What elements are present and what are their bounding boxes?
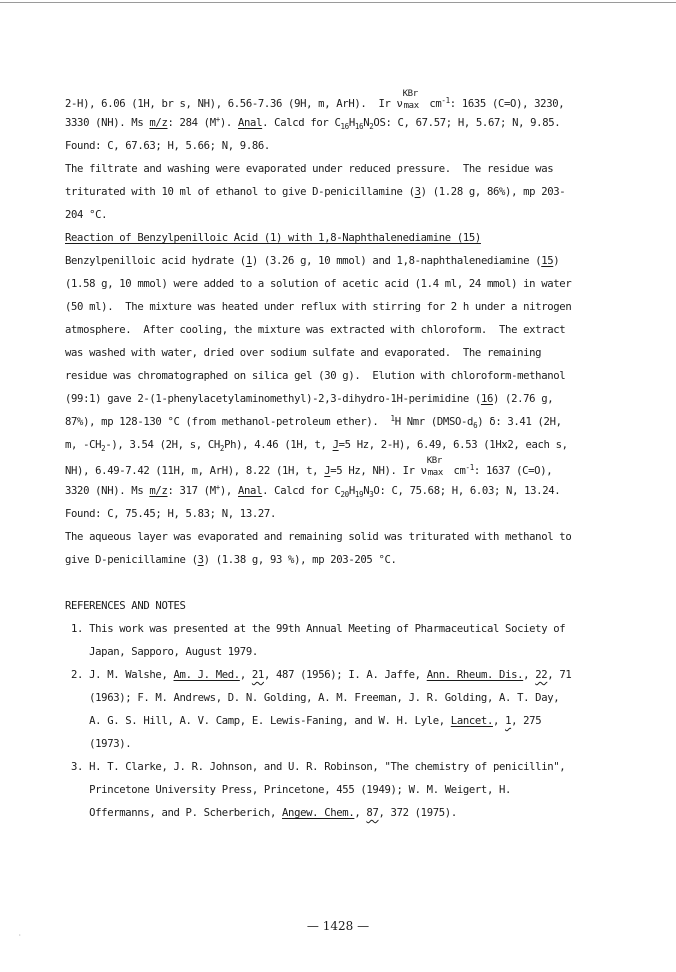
text-fragment: : 1637 (C=O), (473, 465, 553, 477)
text-line: residue was chromatographed on silica gel (30 g). Elution with chloroform-methanol (65, 370, 566, 382)
text-fragment: (99:1) gave 2-(1-phenylacetylaminomethyl)-2,3-dihydro-1H-perimidine ( (65, 393, 481, 405)
volume-number: 21 (251, 669, 264, 681)
journal-name: Angew. Chem. (282, 807, 355, 819)
text-fragment: , 487 (1956); I. A. Jaffe, (263, 669, 427, 681)
text-line (65, 393, 553, 405)
text-fragment: : 1635 (C=O), 3230, (449, 98, 565, 110)
reference-item (65, 715, 541, 727)
subscript: 19 (354, 490, 364, 499)
text-fragment: , (523, 669, 536, 681)
subscript: 6 (473, 421, 478, 430)
text-line (65, 255, 559, 267)
text-fragment: 3330 (NH). Ms (65, 117, 150, 129)
reference-item: Princetone University Press, Princetone, 455 (1949); W. M. Weigert, H. (65, 784, 512, 796)
text-fragment: m, -CH (65, 439, 102, 451)
coupling-j: J (332, 439, 339, 451)
volume-number: 22 (535, 669, 548, 681)
volume-number: 1 (505, 715, 512, 727)
ir-conditions (426, 456, 454, 478)
text-line (65, 439, 568, 451)
compound-number: 3 (197, 554, 204, 566)
text-line (65, 117, 560, 129)
text-fragment: N (363, 485, 370, 497)
anal-label: Anal (238, 117, 263, 129)
anal-label: Anal (238, 485, 263, 497)
text-line: Found: C, 75.45; H, 5.83; N, 13.27. (65, 508, 276, 520)
text-line: The filtrate and washing were evaporated under reduced pressure. The residue was (65, 163, 554, 175)
text-fragment: ), (219, 485, 238, 497)
text-fragment: , (493, 715, 506, 727)
reference-item: (1973). (65, 738, 132, 750)
text-fragment: Ph), 4.46 (1H, t, (224, 439, 333, 451)
text-line: (1.58 g, 10 mmol) were added to a solution of acetic acid (1.4 ml, 24 mmol) in water (65, 278, 572, 290)
text-fragment: ) (553, 255, 560, 267)
text-line (65, 89, 565, 111)
compound-number: 1 (245, 255, 252, 267)
text-fragment: give D-penicillamine ( (65, 554, 198, 566)
text-line (65, 485, 560, 497)
text-fragment: ) (2.76 g, (493, 393, 554, 405)
scan-speck: · (18, 932, 22, 939)
max-label: max (427, 468, 443, 478)
text-line (65, 554, 397, 566)
coupling-j: J (324, 465, 331, 477)
max-label: max (403, 101, 419, 111)
references-heading: REFERENCES AND NOTES (65, 600, 186, 612)
text-fragment: , 275 (511, 715, 542, 727)
text-fragment: : 317 (M (167, 485, 216, 497)
journal-name: Lancet. (450, 715, 493, 727)
unit-cm: cm (429, 98, 442, 110)
text-fragment: 3320 (NH). Ms (65, 485, 150, 497)
text-fragment: triturated with 10 ml of ethanol to give D-penicillamine ( (65, 186, 415, 198)
text-line: (50 ml). The mixture was heated under reflux with stirring for 2 h under a nitrogen (65, 301, 572, 313)
subscript: 2 (219, 444, 225, 453)
kbr-label: KBr (426, 456, 442, 466)
subscript: 16 (354, 122, 364, 131)
reference-item: 3. H. T. Clarke, J. R. Johnson, and U. R. Robinson, "The chemistry of penicillin", (65, 761, 566, 773)
subscript: 2 (369, 122, 374, 131)
text-line: was washed with water, dried over sodium sulfate and evaporated. The remaining (65, 347, 542, 359)
compound-number: 16 (480, 393, 493, 405)
text-fragment: H Nmr (DMSO-d (394, 416, 474, 428)
text-fragment: Offermanns, and P. Scherberich, (65, 807, 283, 819)
text-fragment: H (348, 117, 355, 129)
reference-item (65, 669, 571, 681)
ir-conditions (402, 89, 430, 111)
text-fragment: -), 3.54 (2H, s, CH (105, 439, 220, 451)
text-fragment: , (239, 669, 252, 681)
text-fragment: Benzylpenilloic acid hydrate ( (65, 255, 246, 267)
text-line (65, 186, 565, 198)
unit-cm: cm (453, 465, 466, 477)
text-line: The aqueous layer was evaporated and remaining solid was triturated with methanol to (65, 531, 572, 543)
text-line (65, 456, 553, 478)
text-fragment: O: C, 75.68; H, 6.03; N, 13.24. (373, 485, 561, 497)
mz-label: m/z (149, 485, 168, 497)
journal-name: Am. J. Med. (173, 669, 240, 681)
text-fragment: . Calcd for C (262, 485, 341, 497)
reference-item (65, 807, 457, 819)
text-fragment: NH), 6.49-7.42 (11H, m, ArH), 8.22 (1H, t, (65, 465, 325, 477)
subscript: 2 (101, 444, 106, 453)
text-fragment: : 284 (M (167, 117, 216, 129)
text-fragment: =5 Hz, NH). Ir (330, 465, 421, 477)
text-fragment: ) (1.38 g, 93 %), mp 203-205 °C. (203, 554, 397, 566)
text-fragment: OS: C, 67.57; H, 5.67; N, 9.85. (373, 117, 561, 129)
text-fragment: , 71 (547, 669, 572, 681)
text-fragment: H (348, 485, 355, 497)
reference-item: (1963); F. M. Andrews, D. N. Golding, A. M. Freeman, J. R. Golding, A. T. Day, (65, 692, 560, 704)
compound-number: 15 (541, 255, 554, 267)
nu-symbol: ν (396, 98, 403, 110)
superscript: 1 (390, 414, 395, 423)
kbr-label: KBr (402, 89, 418, 99)
text-fragment: =5 Hz, 2-H), 6.49, 6.53 (1Hx2, each s, (338, 439, 568, 451)
nu-symbol: ν (420, 465, 427, 477)
text-line (65, 416, 562, 428)
mz-label: m/z (149, 117, 168, 129)
text-fragment: , 372 (1975). (378, 807, 457, 819)
compound-number: 3 (414, 186, 421, 198)
exponent: -1 (441, 96, 450, 105)
exponent: -1 (465, 463, 474, 472)
section-heading: Reaction of Benzylpenilloic Acid (1) with 1,8-Naphthalenediamine (15) (65, 232, 481, 244)
text-line: Found: C, 67.63; H, 5.66; N, 9.86. (65, 140, 270, 152)
text-fragment: , (354, 807, 367, 819)
reference-item: 1. This work was presented at the 99th Annual Meeting of Pharmaceutical Society of (65, 623, 566, 635)
subscript: 3 (369, 490, 374, 499)
text-fragment: A. G. S. Hill, A. V. Camp, E. Lewis-Faning, and W. H. Lyle, (65, 715, 451, 727)
journal-name: Ann. Rheum. Dis. (426, 669, 524, 681)
superscript-plus: + (215, 115, 220, 124)
top-border (0, 2, 676, 3)
reference-item: Japan, Sapporo, August 1979. (65, 646, 258, 658)
text-line: 204 °C. (65, 209, 108, 221)
page-number: — 1428 — (306, 919, 370, 933)
text-fragment: ) (3.26 g, 10 mmol) and 1,8-naphthalenediamine ( (251, 255, 542, 267)
text-fragment: ) (1.28 g, 86%), mp 203- (420, 186, 566, 198)
text-fragment: ). (219, 117, 238, 129)
text-fragment: . Calcd for C (262, 117, 341, 129)
volume-number: 87 (366, 807, 379, 819)
text-fragment: ) δ: 3.41 (2H, (477, 416, 562, 428)
text-fragment: 2-H), 6.06 (1H, br s, NH), 6.56-7.36 (9H, m, ArH). Ir (65, 98, 397, 110)
text-fragment: 2. J. M. Walshe, (65, 669, 174, 681)
superscript-plus: + (215, 483, 220, 492)
text-fragment: N (363, 117, 370, 129)
text-fragment: 87%), mp 128-130 °C (from methanol-petroleum ether). (65, 416, 391, 428)
subscript: 16 (340, 122, 349, 131)
text-line: atmosphere. After cooling, the mixture was extracted with chloroform. The extract (65, 324, 566, 336)
subscript: 20 (340, 490, 349, 499)
